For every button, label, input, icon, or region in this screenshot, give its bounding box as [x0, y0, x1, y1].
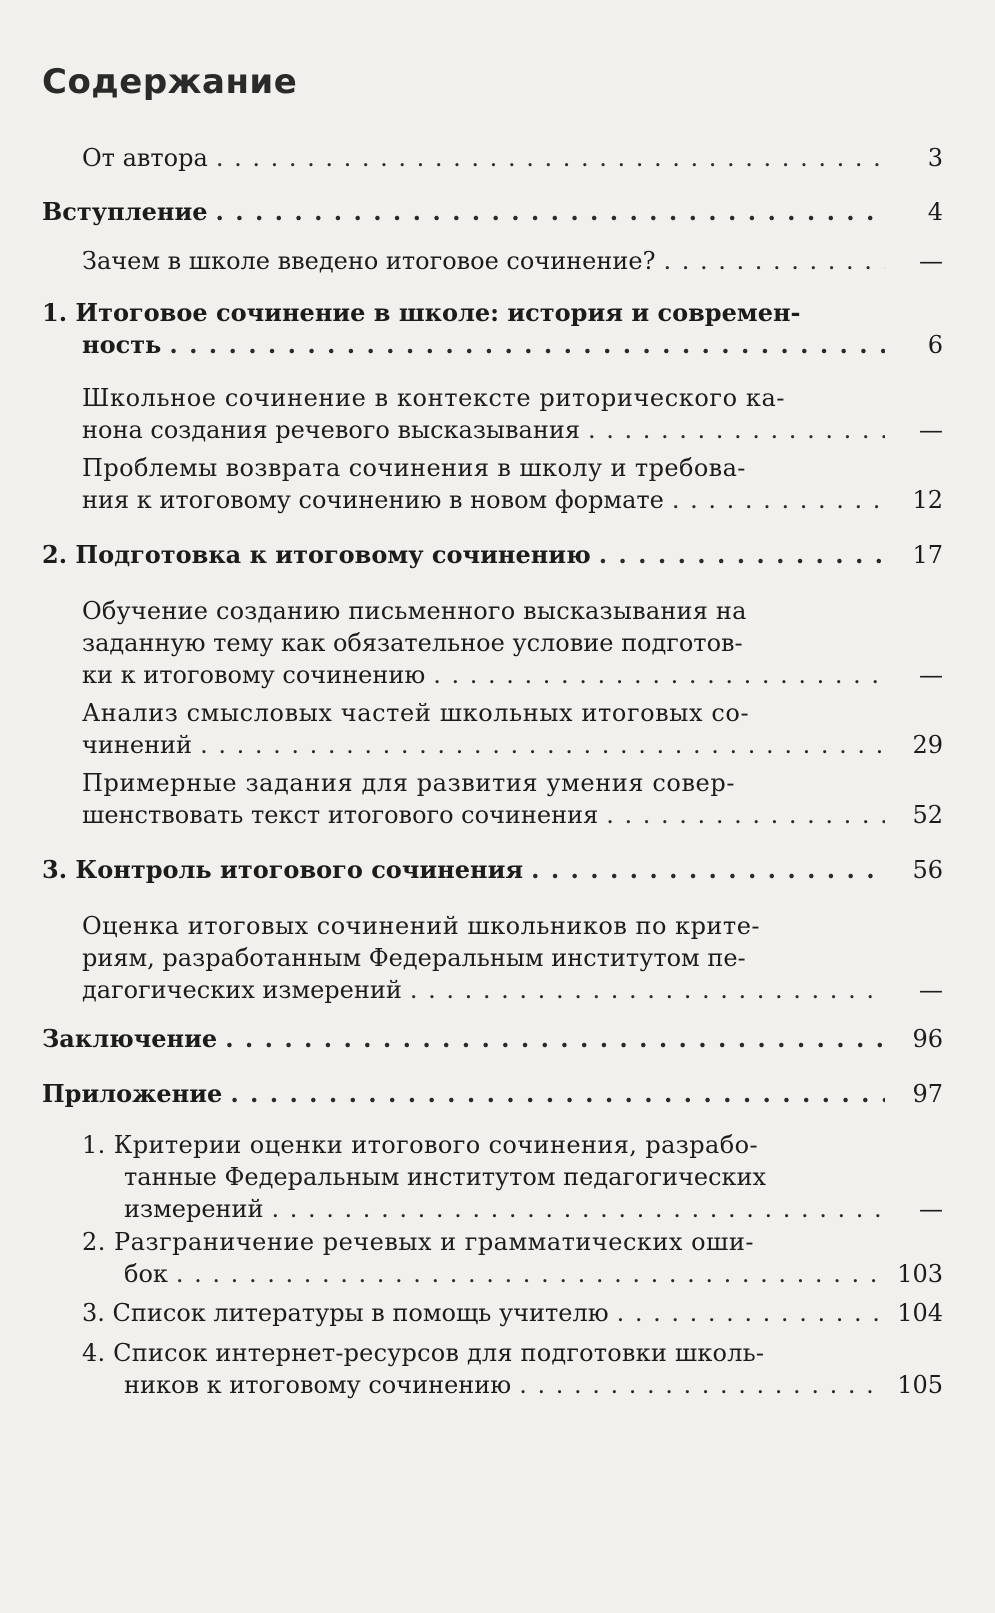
toc-entry-line [82, 414, 885, 446]
toc-entry-line [42, 1078, 885, 1110]
toc-entry-text: 1. Итоговое сочинение в школе: история и современ- [42, 298, 801, 327]
toc-page-number: 56 [912, 856, 943, 884]
toc-entry-text: Оценка итоговых сочинений школьников по крите- [82, 912, 761, 940]
toc-entry-line [82, 799, 885, 831]
toc-page-number: — [919, 1195, 943, 1223]
toc-entry-text: Приложение [42, 1079, 223, 1108]
toc-entry-line [82, 767, 885, 799]
toc-page-number: 105 [897, 1371, 943, 1399]
toc-entry-line [82, 1337, 885, 1369]
toc-page-number: 12 [912, 486, 943, 514]
toc-entry-line [42, 196, 885, 228]
toc-entry-text: танные Федеральным институтом педагогических [124, 1163, 767, 1191]
toc-entry-text: 4. Список интернет-ресурсов для подготовки школь- [82, 1339, 765, 1367]
toc-page-number: 6 [927, 331, 943, 359]
toc-page-number: — [919, 661, 943, 689]
leader-dots [192, 729, 885, 761]
toc-page-number: 52 [912, 801, 943, 829]
leader-dots [402, 974, 885, 1006]
toc-entry-text: заданную тему как обязательное условие подготов- [82, 629, 743, 657]
toc-entry-line [82, 142, 885, 174]
toc-entry-line [82, 1297, 885, 1329]
toc-entry-line [82, 942, 885, 974]
toc-entry-line [82, 659, 885, 691]
toc-entry-line [82, 697, 885, 729]
toc-entry-text: 3. Список литературы в помощь учителю [82, 1299, 609, 1327]
toc-entry-text: ния к итоговому сочинению в новом формате [82, 486, 664, 514]
toc-entry-text: ников к итоговому сочинению [124, 1371, 512, 1399]
toc-page-number: — [919, 976, 943, 1004]
toc-entry-line [42, 1023, 885, 1055]
leader-dots [168, 1258, 885, 1290]
toc-entry-text: измерений [124, 1195, 264, 1223]
toc-entry-text: Анализ смысловых частей школьных итоговых со- [82, 699, 750, 727]
leader-dots [264, 1193, 885, 1225]
toc-entry-line [42, 854, 885, 886]
leader-dots [161, 329, 885, 361]
leader-dots [591, 539, 885, 571]
leader-dots [609, 1297, 885, 1329]
toc-entry-line [124, 1369, 885, 1401]
toc-entry-text: ность [82, 330, 162, 359]
toc-entry-text: риям, разработанным Федеральным институтом пе- [82, 944, 746, 972]
leader-dots [580, 414, 885, 446]
toc-entry-line [82, 245, 885, 277]
toc-entry-line [124, 1258, 885, 1290]
toc-entry-line [124, 1193, 885, 1225]
toc-entry-text: Заключение [42, 1024, 218, 1053]
toc-entry-text: дагогических измерений [82, 976, 402, 1004]
toc-entry-text: 2. Подготовка к итоговому сочинению [42, 540, 591, 569]
toc-entry-text: Вступление [42, 197, 208, 226]
toc-page-number: 104 [897, 1299, 943, 1327]
toc-page-number: 97 [912, 1080, 943, 1108]
toc-page-number: 29 [912, 731, 943, 759]
leader-dots [208, 196, 885, 228]
leader-dots [208, 142, 885, 174]
toc-entry-text: шенствовать текст итогового сочинения [82, 801, 599, 829]
toc-page-number: 96 [912, 1025, 943, 1053]
toc-page-number: 17 [912, 541, 943, 569]
toc-entry-text: Школьное сочинение в контексте риторического ка- [82, 384, 786, 412]
leader-dots [664, 484, 885, 516]
toc-entry-text: чинений [82, 731, 193, 759]
leader-dots [222, 1078, 885, 1110]
toc-entry-text: 1. Критерии оценки итогового сочинения, разрабо- [82, 1131, 758, 1159]
toc-entry-line [82, 910, 885, 942]
leader-dots [217, 1023, 885, 1055]
toc-entry-line [82, 1129, 885, 1161]
leader-dots [425, 659, 885, 691]
toc-page-number: — [919, 247, 943, 275]
toc-entry-line [42, 539, 885, 571]
toc-entry-line [42, 297, 885, 329]
toc-entry-line [82, 729, 885, 761]
toc-entry-text: 2. Разграничение речевых и грамматических оши- [82, 1228, 754, 1256]
page-title: Содержание [42, 62, 298, 102]
toc-entry-line [82, 1226, 885, 1258]
toc-page-number: — [919, 416, 943, 444]
toc-entry-text: Зачем в школе введено итоговое сочинение? [82, 247, 656, 275]
toc-entry-line [124, 1161, 885, 1193]
toc-page-number: 4 [927, 198, 943, 226]
toc-entry-line [82, 627, 885, 659]
toc-entry-text: Обучение созданию письменного высказывания на [82, 597, 747, 625]
leader-dots [511, 1369, 885, 1401]
toc-entry-line [82, 974, 885, 1006]
toc-entry-text: Примерные задания для развития умения совер- [82, 769, 736, 797]
toc-entry-text: ки к итоговому сочинению [82, 661, 426, 689]
toc-entry-line [82, 595, 885, 627]
toc-entry-text: 3. Контроль итогового сочинения [42, 855, 524, 884]
toc-page-number: 103 [897, 1260, 943, 1288]
toc-entry-text: нона создания речевого высказывания [82, 416, 580, 444]
toc-entry-text: Проблемы возврата сочинения в школу и требова- [82, 454, 746, 482]
toc-entry-text: бок [124, 1260, 168, 1288]
toc-entry-line [82, 452, 885, 484]
leader-dots [598, 799, 885, 831]
toc-entry-line [82, 484, 885, 516]
leader-dots [523, 854, 885, 886]
toc-entry-line [82, 329, 885, 361]
toc-entry-line [82, 382, 885, 414]
leader-dots [655, 245, 885, 277]
toc-entry-text: От автора [82, 144, 208, 172]
toc-page-number: 3 [927, 144, 943, 172]
